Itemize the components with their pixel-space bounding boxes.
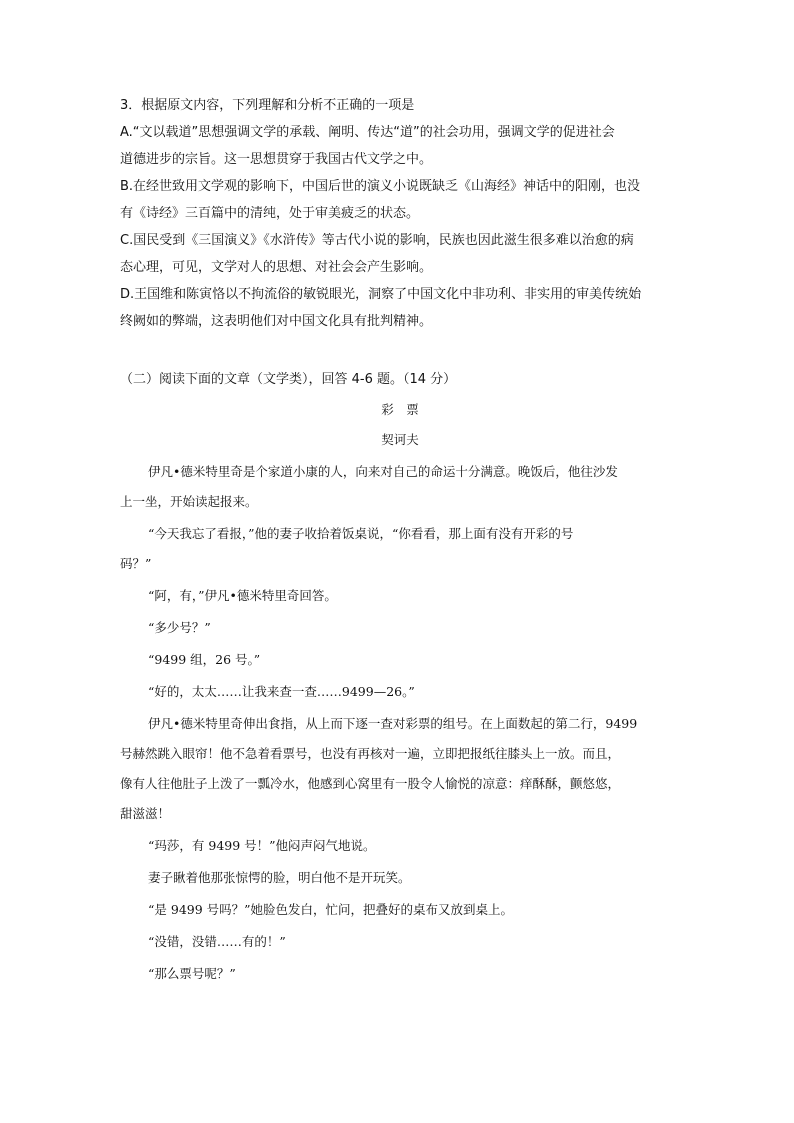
option-c-line-1: C.国民受到《三国演义》《水浒传》等古代小说的影响，民族也因此滋生很多难以治愈的病 [120,233,634,248]
question-stem: 3．根据原文内容，下列理解和分析不正确的一项是 [120,98,415,113]
story [120,400,680,1000]
option-b-line-2: 有《诗经》三百篇中的清纯，处于审美疲乏的状态。 [120,206,420,221]
paragraph-line: “今天我忘了看报，”他的妻子收拾着饭桌说，“你看看，那上面有没有开彩的号 [148,526,574,541]
paragraph-line: 伊凡•德米特里奇伸出食指，从上而下逐一查对彩票的组号。在上面数起的第二行，9499 [148,716,638,731]
paragraph-line: “那么票号呢？” [148,966,236,981]
paragraph-line: “好的，太太……让我来查一查……9499—26。” [148,684,415,699]
option-a-line-2: 道德进步的宗旨。这一思想贯穿于我国古代文学之中。 [120,152,433,167]
paragraph-line: 甜滋滋！ [120,806,171,821]
paragraph-line: “是 9499 号吗？”她脸色发白，忙问，把叠好的桌布又放到桌上。 [148,902,514,917]
section-heading [120,366,680,393]
section-heading-text: （二）阅读下面的文章（文学类），回答 4-6 题。（14 分） [120,372,457,387]
paragraph-line: 码？” [120,556,152,571]
paragraph-line: “9499 组，26 号。” [148,652,261,667]
paragraph-line: “没错，没错……有的！” [148,934,286,949]
paragraph-line: 妻子瞅着他那张惊愕的脸，明白他不是开玩笑。 [148,870,411,885]
question-3 [120,92,680,335]
paragraph-line: 上一坐，开始读起报来。 [120,494,258,509]
story-title: 彩 票 [381,402,419,417]
option-c-line-2: 态心理，可见，文学对人的思想、对社会会产生影响。 [120,260,433,275]
paragraph-line: 伊凡•德米特里奇是个家道小康的人，向来对自己的命运十分满意。晚饭后，他往沙发 [148,464,618,479]
option-d-line-2: 终阙如的弊端，这表明他们对中国文化具有批判精神。 [120,314,433,329]
paragraph-line: 像有人往他肚子上泼了一瓢冷水，他感到心窝里有一股令人愉悦的凉意：痒酥酥，颤悠悠， [120,776,621,791]
paragraph-line: “阿，有，”伊凡•德米特里奇回答。 [148,588,337,603]
paragraph-line: “多少号？” [148,620,211,635]
paragraph-line: 号赫然跳入眼帘！他不急着看票号，也没有再核对一遍，立即把报纸往膝头上一放。而且， [120,746,621,761]
option-a-line-1: A.“文以载道”思想强调文学的承载、阐明、传达“道”的社会功用，强调文学的促进社会 [120,125,615,140]
paragraph-line: “玛莎，有 9499 号！”他闷声闷气地说。 [148,838,376,853]
option-b-line-1: B.在经世致用文学观的影响下，中国后世的演义小说既缺乏《山海经》神话中的阳刚，也没 [120,179,641,194]
story-author: 契诃夫 [381,432,419,447]
option-d-line-1: D.王国维和陈寅恪以不拘流俗的敏锐眼光，洞察了中国文化中非功利、非实用的审美传统始 [120,287,642,302]
